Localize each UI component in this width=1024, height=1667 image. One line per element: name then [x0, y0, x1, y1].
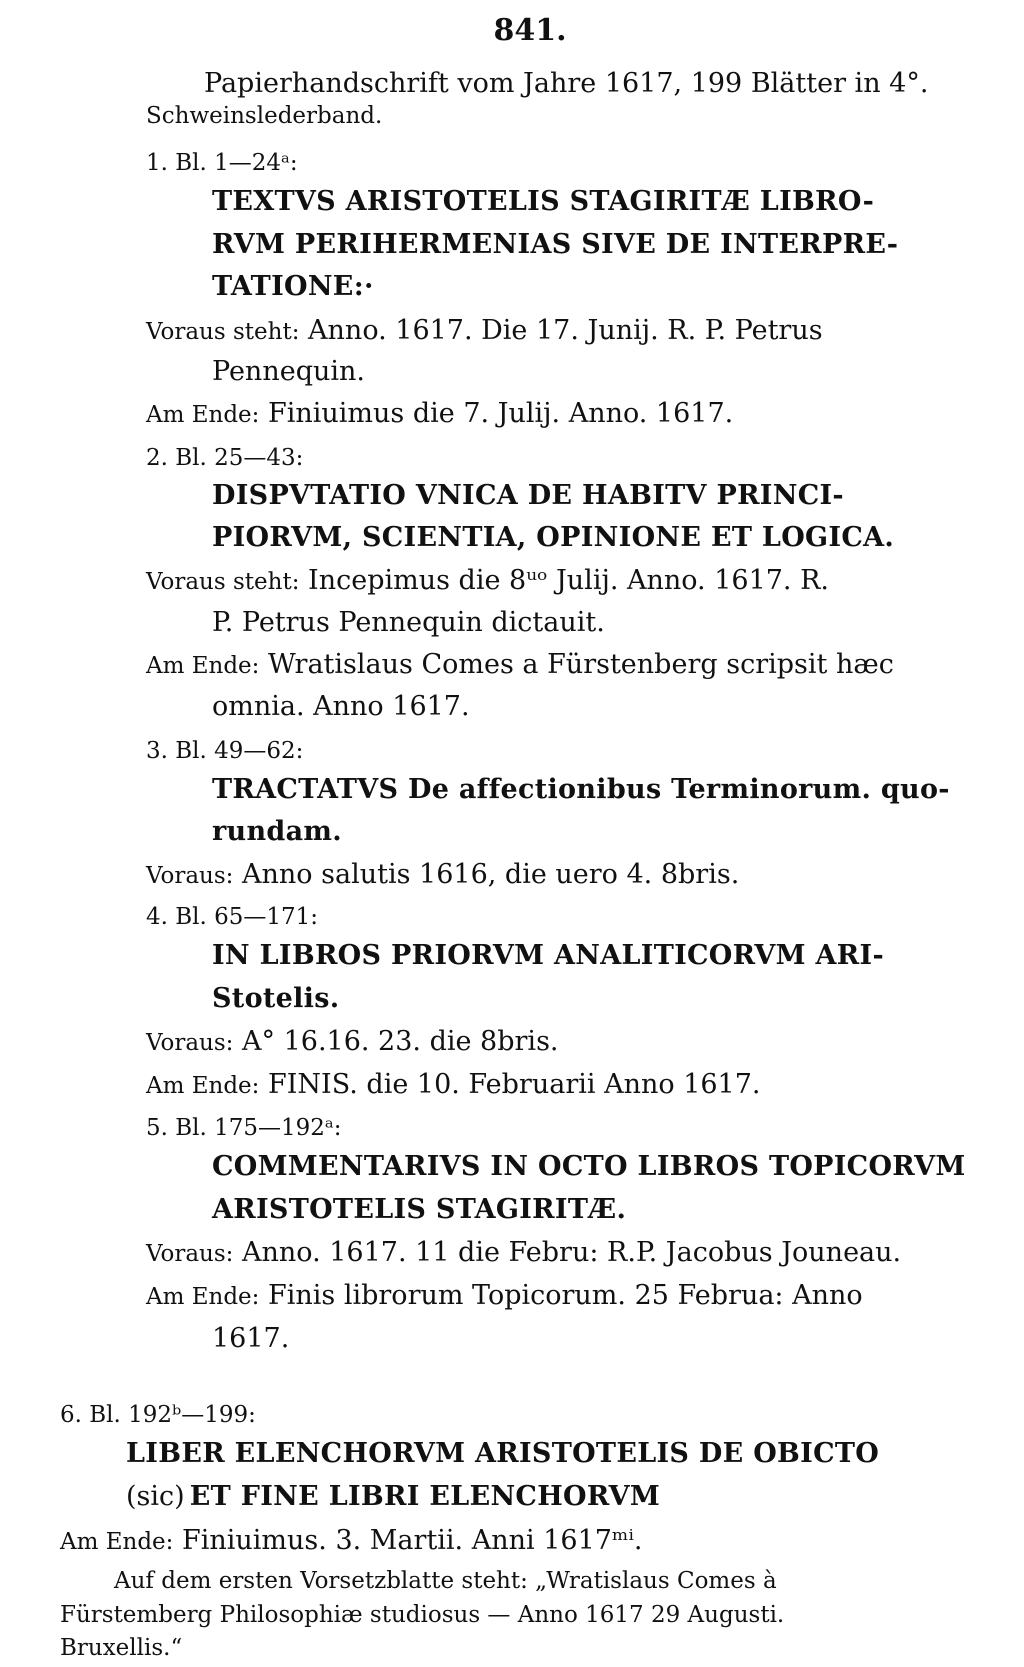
am-ende-label: Am Ende:	[146, 653, 260, 679]
am-ende-text: Finiuimus die 7. Julij. Anno. 1617.	[268, 398, 734, 429]
entry-4-voraus	[146, 1028, 559, 1055]
entry-3-voraus	[146, 861, 739, 888]
entry-6-heading: 6. Bl. 192ᵇ—199:	[60, 1402, 256, 1428]
entry-5-heading: 5. Bl. 175—192ᵃ:	[146, 1115, 342, 1141]
voraus-text: Anno. 1617. Die 17. Junij. R. P. Petrus	[308, 315, 823, 346]
entry-2-title-line-1: DISPVTATIO VNICA DE HABITV PRINCI-	[212, 480, 844, 511]
entry-1-voraus-cont: Pennequin.	[212, 356, 365, 387]
voraus-text: Anno. 1617. 11 die Febru: R.P. Jacobus Jouneau.	[242, 1237, 902, 1268]
entry-6-am-ende	[60, 1527, 643, 1554]
entry-4-am-ende	[146, 1071, 761, 1098]
am-ende-text: Wratislaus Comes a Fürstenberg scripsit hæc	[268, 649, 894, 680]
entry-2-voraus	[146, 567, 829, 594]
voraus-text: Anno salutis 1616, die uero 4. 8bris.	[242, 859, 740, 890]
voraus-label: Voraus steht:	[146, 319, 300, 345]
entry-2-title-line-2: PIORVM, SCIENTIA, OPINIONE ET LOGICA.	[212, 522, 895, 553]
entry-2-heading: 2. Bl. 25—43:	[146, 445, 304, 471]
entry-2-am-ende	[146, 651, 894, 678]
entry-1-am-ende	[146, 400, 733, 427]
sic-mark: (sic)	[126, 1481, 185, 1512]
voraus-label: Voraus:	[146, 1241, 234, 1267]
voraus-label: Voraus:	[146, 863, 234, 889]
am-ende-label: Am Ende:	[146, 1284, 260, 1310]
note-line-3: Bruxellis.“	[60, 1635, 183, 1661]
entry-1-title-line-2: RVM PERIHERMENIAS SIVE DE INTERPRE-	[212, 229, 899, 260]
voraus-label: Voraus:	[146, 1030, 234, 1056]
entry-5-voraus	[146, 1239, 901, 1266]
page-number: 841.	[493, 13, 567, 48]
entry-1-title-line-1: TEXTVS ARISTOTELIS STAGIRITÆ LIBRO-	[212, 186, 875, 217]
voraus-text: Incepimus die 8ᵘᵒ Julij. Anno. 1617. R.	[308, 565, 829, 596]
am-ende-label: Am Ende:	[60, 1529, 174, 1555]
am-ende-label: Am Ende:	[146, 1073, 260, 1099]
entry-5-am-ende	[146, 1282, 863, 1309]
am-ende-text: Finis librorum Topicorum. 25 Februa: Anno	[268, 1280, 863, 1311]
am-ende-text: FINIS. die 10. Februarii Anno 1617.	[268, 1069, 761, 1100]
entry-1-title-line-3: TATIONE:·	[212, 271, 374, 302]
entry-2-am-ende-cont: omnia. Anno 1617.	[212, 691, 470, 722]
intro-line-2: Schweinslederband.	[146, 103, 383, 129]
entry-1-heading: 1. Bl. 1—24ᵃ:	[146, 150, 298, 176]
entry-6-title-line-2	[126, 1483, 660, 1510]
entry-6-title-line-1: LIBER ELENCHORVM ARISTOTELIS DE OBICTO	[126, 1438, 880, 1469]
entry-4-title-line-2: Stotelis.	[212, 983, 340, 1014]
entry-5-title-line-2: ARISTOTELIS STAGIRITÆ.	[212, 1194, 627, 1225]
voraus-label: Voraus steht:	[146, 569, 300, 595]
entry-5-title-line-1: COMMENTARIVS IN OCTO LIBROS TOPICORVM	[212, 1151, 966, 1182]
voraus-text: A° 16.16. 23. die 8bris.	[242, 1026, 559, 1057]
intro-text-1: Papierhandschrift vom Jahre 1617, 199 Blätter in 4°.	[204, 68, 929, 99]
entry-3-heading: 3. Bl. 49—62:	[146, 738, 304, 764]
entry-4-title-line-1: IN LIBROS PRIORVM ANALITICORVM ARI-	[212, 940, 884, 971]
entry-3-title-line-2: rundam.	[212, 816, 342, 847]
entry-1-voraus	[146, 317, 823, 344]
note-line-1: Auf dem ersten Vorsetzblatte steht: „Wratislaus Comes à	[114, 1568, 777, 1594]
entry-2-voraus-cont: P. Petrus Pennequin dictauit.	[212, 607, 605, 638]
entry-5-am-ende-cont: 1617.	[212, 1323, 290, 1354]
entry-4-heading: 4. Bl. 65—171:	[146, 904, 319, 930]
intro-line-1	[204, 70, 932, 97]
am-ende-text: Finiuimus. 3. Martii. Anni 1617ᵐⁱ.	[182, 1525, 643, 1556]
entry-3-title-line-1: TRACTATVS De affectionibus Terminorum. quo-	[212, 774, 950, 805]
entry-6-title-text-2: ET FINE LIBRI ELENCHORVM	[189, 1481, 661, 1512]
am-ende-label: Am Ende:	[146, 402, 260, 428]
note-line-2: Fürstemberg Philosophiæ studiosus — Anno 1617 29 Augusti.	[60, 1602, 785, 1628]
